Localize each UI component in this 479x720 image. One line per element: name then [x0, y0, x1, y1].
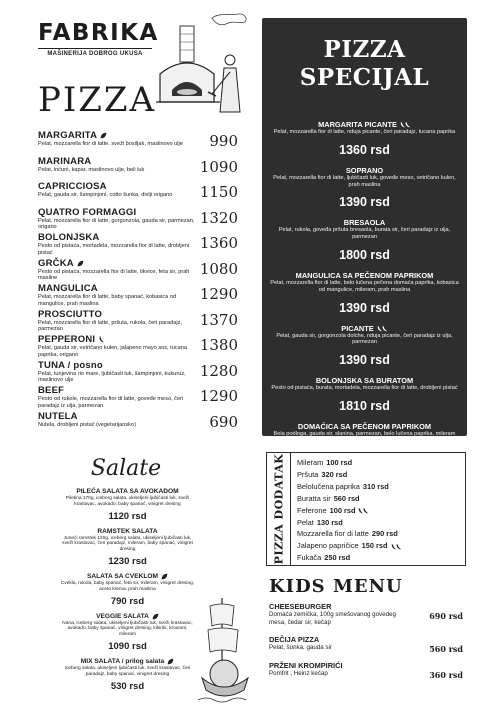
list-item	[38, 360, 250, 386]
item-description: Pesto od rukole, mozzarella fior di latte, goveđe meso, čeri paradajz iz ulja, parmezan	[38, 396, 184, 409]
item-name-row	[268, 376, 461, 385]
item-price: 1390 rsd	[339, 300, 390, 315]
item-name-row	[268, 422, 461, 431]
item-name-row	[268, 166, 461, 175]
item-price: 290 rsd	[371, 529, 398, 539]
list-item	[60, 528, 195, 568]
item-name: MARGARITA PICANTE	[318, 120, 397, 129]
list-item	[268, 218, 461, 263]
list-item	[269, 661, 467, 678]
item-price: 1320	[199, 208, 238, 227]
list-item	[297, 517, 463, 529]
item-price: 360 rsd	[429, 669, 463, 680]
pizza-section-title: PIZZA	[38, 80, 157, 120]
item-name: PEPPERONI	[38, 334, 96, 345]
item-name: MANGULICA	[38, 283, 98, 294]
list-item	[38, 232, 250, 258]
list-item	[60, 658, 195, 693]
list-item	[38, 385, 250, 411]
item-price: 1120 rsd	[108, 510, 147, 522]
item-price: 1230 rsd	[108, 555, 147, 567]
item-name: NUTELA	[38, 410, 78, 422]
item-name: BEEF	[38, 385, 65, 396]
item-price: 560 rsd	[429, 644, 463, 655]
item-name-row	[268, 271, 461, 280]
item-description: Pelat, mozzarella fior di latte, gorgonzola, gauda sir, parmezan, origano	[38, 217, 195, 231]
list-item	[38, 156, 250, 182]
item-name: PILEĆA SALATA SA AVOKADOM	[76, 488, 179, 495]
item-name: Mozzarella fior di latte	[297, 529, 369, 539]
item-description: Pelat, tunjevina rio mare, ljubičasti luk, šampinjoni, kukuruz, maslinovo ulje	[38, 370, 186, 384]
salate-section-title: Salate	[90, 456, 162, 481]
special-list	[262, 120, 467, 460]
kids-section-title: KIDS MENU	[269, 576, 403, 597]
item-name: PROSCIUTTO	[38, 308, 103, 320]
item-name: CAPRICCIOSA	[38, 181, 107, 192]
item-description: Pelat, šunka, gauda sir	[269, 644, 332, 652]
item-name: CHEESEBURGER	[269, 602, 332, 611]
dodatak-label	[267, 453, 291, 565]
item-description: Pelat, mozzarella fior di latte, nduja picante, čeri paradajz, tucana paprika	[273, 129, 456, 135]
right-column	[262, 0, 479, 720]
list-item	[38, 181, 250, 207]
brand-tagline: MAŠINERIJA DOBROG UKUSA	[38, 48, 152, 57]
item-name-row	[60, 528, 195, 536]
list-item	[268, 120, 461, 158]
item-description: Iceberg salata, ukiseljeni ljubičasti luk, sveži krastavac, čeri paradajz, baby spanać, vinigret dresing	[64, 665, 191, 677]
item-price: 1800 rsd	[339, 247, 390, 262]
item-name-row	[60, 488, 195, 496]
item-price: 1440 rsd	[339, 444, 390, 459]
item-name-row	[60, 658, 195, 666]
item-price: 100 rsd	[326, 458, 353, 467]
item-description: Pesto od pistaća, burata, mortadela, mozzarella fior di latte, drobljeni pistać	[271, 385, 458, 392]
item-price: 990	[209, 132, 238, 150]
item-name: Jalapeno papričice	[297, 541, 359, 551]
item-name: TUNA / posno	[38, 359, 103, 371]
item-description: Pelat, rukola, goveđa pršuta bresaola, burata sir, čeri paradajz iz ulja, parmezan	[278, 227, 451, 241]
item-name-row	[268, 324, 461, 333]
item-description: Nutela, drobljeni pistać (vegetarijansko)	[38, 421, 136, 428]
item-name: Fukača	[297, 553, 322, 563]
item-price: 1390 rsd	[339, 195, 390, 210]
item-price: 150 rsd	[361, 541, 388, 551]
pizza-special-panel	[262, 18, 467, 459]
item-price: 690 rsd	[429, 611, 463, 621]
list-item	[60, 613, 195, 653]
item-name: Belolučena paprika	[297, 481, 360, 491]
item-name: QUATRO FORMAGGI	[38, 206, 137, 218]
pizza-dodatak-box	[266, 452, 466, 566]
item-price: 690	[209, 412, 238, 431]
special-section-title: PIZZA SPECIJAL	[299, 36, 430, 91]
item-name: DOMAĆICA SA PEČENOM PAPRIKOM	[297, 421, 432, 431]
item-name-row	[268, 218, 461, 227]
list-item	[269, 602, 467, 626]
item-name-row	[268, 120, 461, 129]
leaf-icon	[152, 613, 159, 620]
item-description: Cvekla, rukola, baby spanać, feta sir, mileram, vinigret dresing, aceto krema, prah maslina	[60, 580, 195, 592]
chili-pepper-icon	[391, 543, 402, 550]
brand-logo	[38, 20, 159, 57]
item-price: 1360 rsd	[339, 142, 390, 157]
item-price: 1150	[199, 183, 238, 201]
list-item	[269, 635, 467, 655]
list-item	[297, 457, 463, 469]
item-name: PICANTE	[341, 323, 374, 333]
pizza-list	[38, 130, 250, 436]
item-price: 1090 rsd	[108, 640, 147, 652]
item-name-row	[60, 573, 195, 581]
item-name: VEGGIE SALATA	[96, 612, 149, 620]
item-name: Buratta sir	[297, 493, 331, 503]
item-name-row	[60, 613, 195, 621]
item-price: 1290	[199, 387, 238, 405]
item-name: DEČIJA PIZZA	[269, 635, 320, 645]
item-description: Pelat, gauda sir, gorgonzola dolche, nduja picante, čeri paradajz iz ulja, parmezan	[276, 332, 453, 346]
dodatak-list	[297, 457, 463, 564]
list-item	[297, 552, 463, 564]
item-description: Piletina 170g, iceberg salata, ukiseljeni ljubičasti luk, sveži krastavac, avokado, baby spanać, vinigret dresing	[65, 496, 190, 507]
item-price: 1810 rsd	[339, 398, 390, 413]
leaf-icon	[167, 658, 174, 665]
item-description: Pelat, mozzarella fior di latte, belo lučena pečena domaća paprika, kobasica od mangulice, mileram, prah maslina	[270, 279, 459, 293]
item-name: SOPRANO	[345, 165, 384, 175]
salad-list	[60, 488, 195, 698]
item-price: 530 rsd	[110, 680, 145, 692]
chili-pepper-icon	[400, 121, 411, 128]
item-description: Pesto od pistaća, mozzarella fior di latte, tikvice, feta sir, prah masline	[38, 268, 190, 282]
list-item	[297, 493, 463, 505]
list-item	[268, 271, 461, 316]
list-item	[60, 488, 195, 523]
item-description: Pelat, mozzarella fior di latte, sveži bosiljak, maslinovo ulje	[38, 141, 183, 147]
list-item	[297, 540, 463, 552]
item-name: BRESAOLA	[343, 218, 386, 228]
item-name: Feferone	[297, 505, 327, 515]
item-name: MIX SALATA / prilog salata	[80, 657, 165, 665]
leaf-icon	[161, 573, 168, 580]
list-item	[38, 283, 250, 309]
item-name: GRČKA	[38, 257, 74, 269]
item-name: MARGARITA	[38, 130, 98, 141]
item-description: Pelat, mozzarella fior di latte, pršuta, rukola, čeri paradajz, parmezan	[38, 319, 182, 333]
dodatak-title: PIZZA DODATAK	[272, 453, 285, 565]
item-name: Pelat	[297, 517, 314, 527]
item-description: Juneći ramstek 120g, iceberg salata, ukiseljeni ljubičasti luk, sveži krastavac, čeri paradajz, mileram, baby spanać, vinigret dresing	[62, 535, 193, 553]
brand-name: FABRIKA	[38, 20, 159, 46]
list-item	[268, 376, 461, 414]
item-description: Pomfrit , Heinz kečap	[269, 669, 328, 677]
list-item	[268, 166, 461, 211]
chili-pepper-icon	[358, 507, 369, 514]
item-name: SALATA SA CVEKLOM	[86, 572, 159, 580]
item-price: 320 rsd	[321, 469, 348, 479]
item-description: Pelat, inćuni, kapar, maslinovo ulje, beli luk	[38, 166, 145, 173]
item-price: 100 rsd	[329, 505, 356, 515]
item-price: 560 rsd	[333, 493, 360, 503]
item-price: 1390 rsd	[339, 353, 390, 368]
item-price: 1090	[199, 157, 238, 176]
list-item	[297, 528, 463, 540]
list-item	[297, 505, 463, 517]
item-name: Mileram	[297, 458, 324, 467]
leaf-icon	[77, 260, 84, 267]
list-item	[38, 334, 250, 360]
leaf-icon	[100, 132, 107, 139]
kids-list	[269, 602, 467, 686]
list-item	[60, 573, 195, 608]
list-item	[38, 130, 250, 156]
item-name: MANGULICA SA PEČENOM PAPRIKOM	[295, 270, 434, 280]
item-name: PRŽENI KROMPIRIĆI	[269, 660, 343, 670]
list-item	[38, 207, 250, 233]
list-item	[268, 324, 461, 369]
item-name: BOLONJSKA SA BURATOM	[315, 376, 414, 386]
item-name: Pršuta	[297, 469, 319, 479]
item-description: Pelat, gauda sir, vetričano kulen, jalapeno mayo sos, tucana paprika, origano	[38, 345, 187, 358]
item-price: 1290	[199, 285, 238, 303]
item-name: MARINARA	[38, 155, 92, 167]
item-price: 130 rsd	[316, 517, 343, 527]
item-price: 310 rsd	[362, 481, 389, 491]
item-name: RAMSTEK SALATA	[97, 527, 158, 535]
item-description: Pelat, gauda sir, šampinjoni, cotto šunka, divlji origano	[38, 192, 173, 198]
list-item	[38, 258, 250, 284]
item-description: Nana, iceberg salata, ukiseljeni ljubičasti luk, sveži krastavac, avokado, baby spanać, vinigret dresing, kikiriki, kroutoni, mileram	[62, 620, 193, 638]
item-price: 1280	[199, 361, 238, 380]
item-price: 1370	[199, 310, 238, 329]
chili-pepper-icon	[377, 325, 388, 332]
list-item	[38, 309, 250, 335]
list-item	[297, 481, 463, 493]
chili-pepper-icon	[98, 336, 105, 343]
item-description: Bela podloga, gauda sir, slanina, parmezan, belo lučena paprika, mileram	[273, 430, 456, 437]
item-price: 250 rsd	[324, 553, 351, 563]
item-description: Pesto od pistaća, mortadela, mozzarella fior di latte, drobljeni pistać	[38, 243, 190, 256]
item-price: 1360	[199, 234, 238, 252]
ship-illustration	[198, 592, 252, 707]
pizza-oven-illustration	[150, 12, 250, 122]
item-name: BOLONJSKA	[38, 232, 100, 243]
list-item	[38, 411, 250, 437]
item-description: Pelat, mozzarella fior di latte, ljubičasti luk, goveđe meso, vetričano kulen, prah maslina	[273, 174, 456, 188]
item-description: Domaća zemička, 100g smešovanog govedeg mesa, čedar sir, kečap	[269, 611, 396, 626]
item-description: Pelat, mozzarella fior di latte, baby spanać, kobasica od mangulice, prah maslina	[38, 294, 177, 307]
item-price: 790 rsd	[110, 595, 145, 607]
item-price: 1080	[199, 259, 238, 278]
list-item	[297, 469, 463, 481]
item-price: 1380	[199, 336, 238, 354]
